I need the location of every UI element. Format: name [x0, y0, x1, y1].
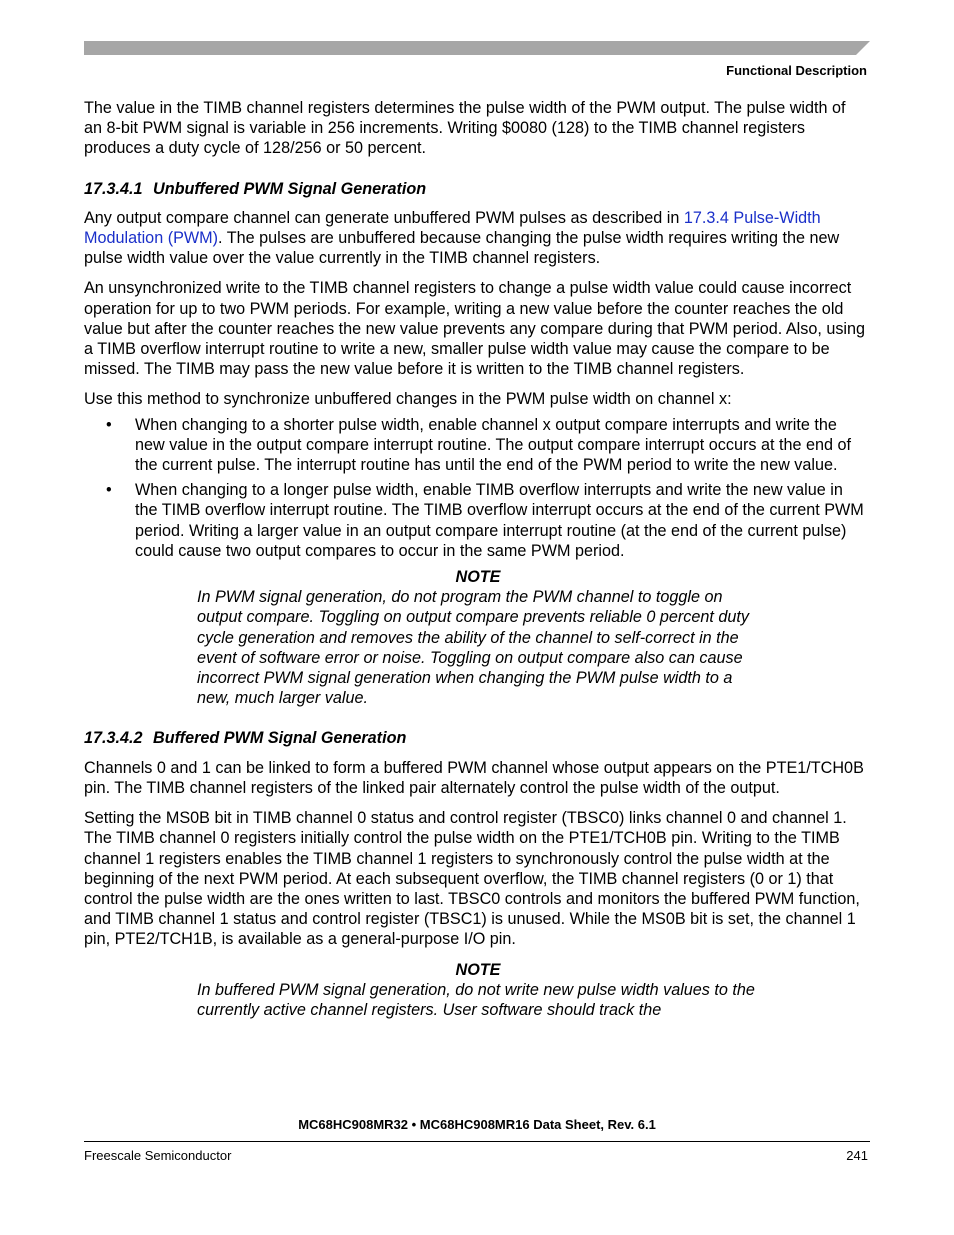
- footer-divider: [84, 1141, 870, 1142]
- bullet-text: When changing to a longer pulse width, enable TIMB overflow interrupts and write the new value in the TIMB overflow interrupt routine. The TIMB overflow interrupt occurs at the end of the current PWM period. Writing a larger value in an output compare interrupt routine (at the end of the current pulse) could cause two output compares to occur in the same PWM period.: [135, 481, 864, 560]
- buffered-paragraph-1: Channels 0 and 1 can be linked to form a buffered PWM channel whose output appears on the PTE1/TCH0B pin. The TIMB channel registers of the linked pair alternately control the pulse width of the output.: [84, 758, 864, 797]
- page-content: [84, 98, 868, 1020]
- section-number: 17.3.4.2: [84, 729, 143, 748]
- list-item: [84, 415, 868, 476]
- pwm-section-link[interactable]: 17.3.4 Pulse-Width Modulation (PWM): [84, 208, 821, 248]
- note-title: NOTE: [455, 568, 501, 587]
- unbuffered-paragraph-3: Use this method to synchronize unbuffered changes in the PWM pulse width on channel x:: [84, 390, 732, 409]
- section-title: Unbuffered PWM Signal Generation: [153, 179, 427, 198]
- footer-doc-title: MC68HC908MR32 • MC68HC908MR16 Data Sheet, Rev. 6.1: [298, 1117, 656, 1132]
- text-run: . The pulses are unbuffered because changing the pulse width requires writing the new pulse width value over the value currently in the TIMB channel registers.: [84, 229, 840, 268]
- note-body: In PWM signal generation, do not program the PWM channel to toggle on output compare. Toggling on output compare prevents reliable 0 percent duty cycle generation and removes the ability of the channel to self-correct in the event of software error or noise. Toggling on output compare also can cause incorrect PWM signal generation when changing the PWM pulse width to a new, much larger value.: [197, 588, 749, 708]
- intro-paragraph: The value in the TIMB channel registers determines the pulse width of the PWM output. The pulse width of an 8-bit PWM signal is variable in 256 increments. Writing $0080 (128) to the TIMB channel registers produces a duty cycle of 128/256 or 50 percent.: [84, 99, 846, 158]
- unbuffered-paragraph-2: An unsynchronized write to the TIMB channel registers to change a pulse width value could cause incorrect operation for up to two PWM periods. For example, writing a new value before the counter reaches the old value but after the counter reaches the new value prevents any compare during that PWM period. Also, using a TIMB overflow interrupt routine to write a new, smaller pulse width value may cause the compare to be missed. The TIMB may pass the new value before it is written to the TIMB channel registers.: [84, 279, 866, 379]
- bullet-list: [84, 415, 868, 561]
- section-number: 17.3.4.1: [84, 179, 143, 198]
- unbuffered-paragraph-1: [84, 208, 868, 269]
- header-bar-shape: [84, 41, 870, 55]
- running-header: Functional Description: [726, 63, 867, 78]
- list-item: [84, 480, 868, 561]
- bullet-text: When changing to a shorter pulse width, enable channel x output compare interrupts and write the new value in the output compare interrupt routine. The output compare interrupt occurs at the end of the current pulse. The interrupt routine has until the end of the PWM period to write the new value.: [135, 415, 851, 475]
- note-title: NOTE: [455, 960, 501, 979]
- bullet-icon: •: [106, 481, 112, 500]
- footer-company: Freescale Semiconductor: [84, 1148, 232, 1163]
- text-run: Any output compare channel can generate unbuffered PWM pulses as described in: [84, 208, 684, 227]
- header-bar: [84, 41, 870, 55]
- page-number: 241: [846, 1148, 868, 1163]
- bullet-icon: •: [106, 415, 112, 434]
- section-title: Buffered PWM Signal Generation: [153, 729, 407, 748]
- buffered-paragraph-2: Setting the MS0B bit in TIMB channel 0 status and control register (TBSC0) links channel 0 and channel 1. The TIMB channel 0 registers initially control the pulse width on the PTE1/TCH0B pin. Writing to the TIMB channel 1 registers enables the TIMB channel 1 registers to synchronously control the pulse width at the beginning of the next PWM period. At each subsequent overflow, the TIMB channel registers (0 or 1) that control the pulse width are the ones written to last. TBSC0 controls and monitors the buffered PWM function, and TIMB channel 1 status and control register (TBSC1) is unused. While the MS0B bit is set, the channel 1 pin, PTE2/TCH1B, is available as a general-purpose I/O pin.: [84, 809, 860, 949]
- section-heading-buffered: [84, 728, 868, 748]
- note-body: In buffered PWM signal generation, do not write new pulse width values to the currently active channel registers. User software should track the: [197, 980, 755, 1019]
- section-heading-unbuffered: [84, 179, 868, 199]
